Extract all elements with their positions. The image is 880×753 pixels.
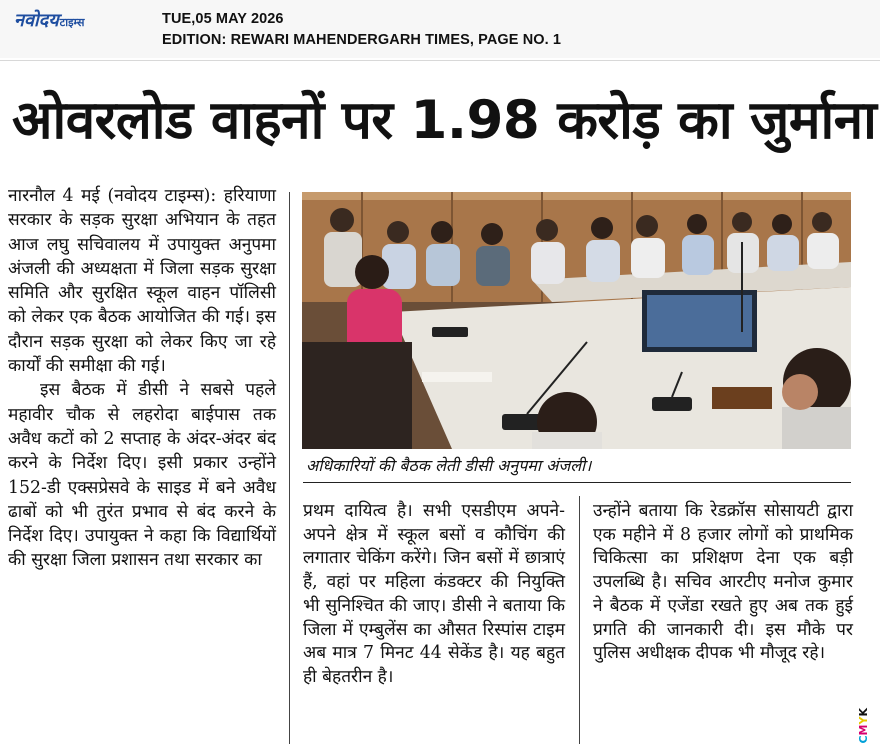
article-column-3 — [593, 500, 853, 666]
cmyk-print-mark — [858, 708, 872, 744]
edition-line: EDITION: REWARI MAHENDERGARH TIMES, PAGE NO. 1 — [162, 32, 562, 48]
cmyk-letter: Y — [857, 716, 870, 725]
logo-main: नवोदय — [14, 10, 59, 31]
article-column-2 — [303, 500, 565, 690]
article-paragraph-4: उन्होंने बताया कि रेडक्रॉस सोसायटी द्वारा एक महीने में 8 हजार लोगों को प्राथमिक चिकित्सा का प्रशिक्षण देना एक बड़ी उपलब्धि है। सचिव आरटीए मनोज कुमार ने बैठक में एजेंडा रखते हुए अब तक हुई प्रगति की जानकारी दी। इस मौके पर पुलिस अधीक्षक दीपक भी मौजूद रहे। — [593, 501, 853, 664]
article-paragraph-3: प्रथम दायित्व है। सभी एसडीएम अपने-अपने क्षेत्र में स्कूल बसों व कौचिंग की लगातार चेकिंग करेंगे। जिन बसों में छात्राएं हैं, वहां पर महिला कंडक्टर की नियुक्ति भी सुनिश्चित की जाए। डीसी ने बताया कि जिला में एम्बुलेंस का औसत रिस्पांस टाइम अब मात्र 7 मिनट 44 सेकेंड है। यह बहुत ही बेहतरीन है। — [303, 501, 565, 687]
newspaper-logo[interactable] — [14, 10, 84, 32]
masthead-divider — [0, 60, 880, 61]
article-headline: ओवरलोड वाहनों पर 1.98 करोड़ का जुर्माना — [12, 90, 877, 151]
meeting-photo — [302, 192, 851, 449]
column-rule-2 — [579, 496, 580, 744]
cmyk-label — [858, 708, 870, 744]
publication-date: TUE,05 MAY 2026 — [162, 11, 284, 27]
photo-caption: अधिकारियों की बैठक लेती डीसी अनुपमा अंजली। — [306, 456, 592, 475]
cmyk-letter: M — [857, 724, 870, 736]
article-column-1 — [8, 184, 276, 573]
article-paragraph-1: नारनौल 4 मई (नवोदय टाइम्स): हरियाणा सरकार के सड़क सुरक्षा अभियान के तहत आज लघु सचिवालय में उपायुक्त अनुपमा अंजली की अध्यक्षता में जिला सड़क सुरक्षा समिति और सुरक्षित स्कूल वाहन पॉलिसी को लेकर एक बैठक आयोजित की गई। इस दौरान सड़क सुरक्षा को लेकर किए जा रहे कार्यों की समीक्षा की गई। — [8, 186, 276, 377]
article-paragraph-2: इस बैठक में डीसी ने सबसे पहले महावीर चौक से लहरोदा बाईपास तक अवैध कटों को 2 सप्ताह के अंदर-अंदर बंद करने के निर्देश दिए। इसी प्रकार उन्होंने 152-डी एक्सप्रेसवे के साइड में बने अवैध ढाबों को भी तुरंत प्रभाव से बंद करने के निर्देश दिए। उपायुक्त ने कहा कि विद्यार्थियों की सुरक्षा जिला प्रशासन तथा सरकार का — [8, 380, 276, 571]
edition-info — [162, 9, 561, 51]
caption-rule — [303, 482, 851, 483]
column-rule-1 — [289, 192, 290, 744]
cmyk-letter: K — [857, 708, 870, 717]
cmyk-letter: C — [857, 735, 870, 744]
masthead-bar — [0, 0, 880, 58]
meeting-photo-image — [302, 192, 851, 449]
logo-sub: टाइम्स — [59, 16, 85, 29]
